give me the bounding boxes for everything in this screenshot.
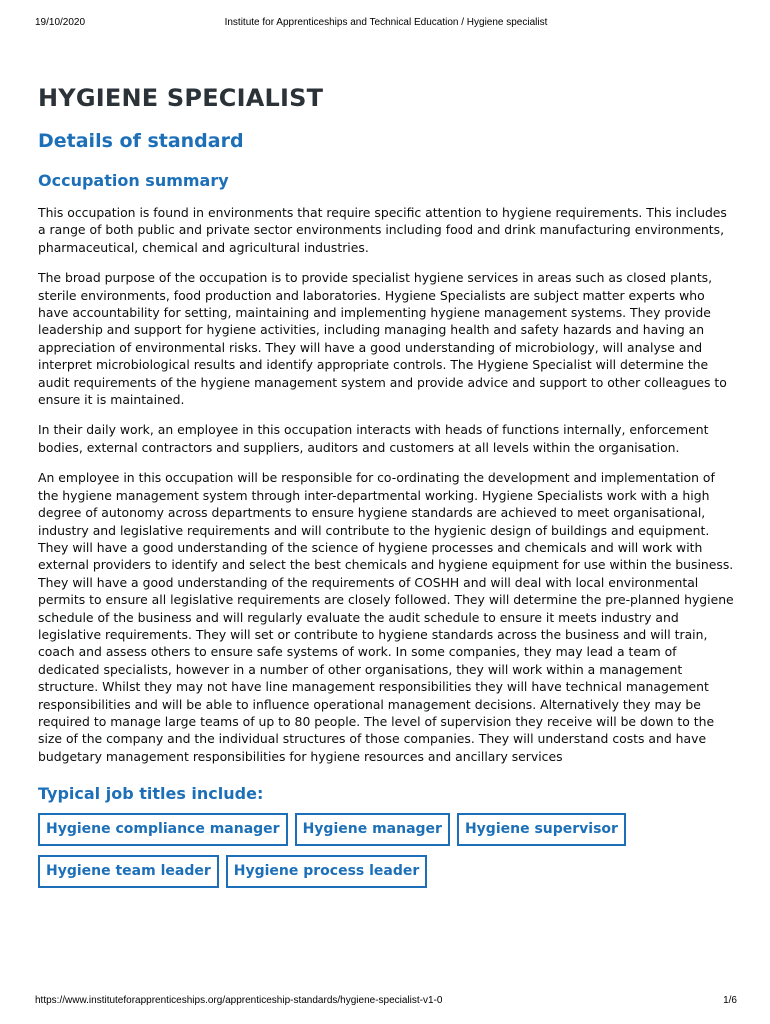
- job-title-tag: Hygiene manager: [295, 813, 450, 846]
- summary-paragraph: The broad purpose of the occupation is to provide specialist hygiene services in areas such as closed plants, sterile environments, food production and laboratories. Hygiene Specialists are subject matter experts who have accountability for setting, maintaining and implementing hygiene management systems. They provide leadership and support for hygiene activities, including managing health and safety hazards and having an appreciation of environmental risks. They will have a good understanding of microbiology, will analyse and interpret microbiological results and identify appropriate controls. The Hygiene Specialist will determine the audit requirements of the hygiene management system and provide advice and support to other colleagues to ensure it is maintained.: [38, 270, 727, 408]
- job-titles-heading: Typical job titles include:: [38, 784, 264, 804]
- summary-paragraph: In their daily work, an employee in this occupation interacts with heads of functions internally, enforcement bodies, external contractors and suppliers, auditors and customers at all levels within the organisation.: [38, 422, 709, 455]
- job-title-tag: Hygiene supervisor: [457, 813, 626, 846]
- main-content: [38, 82, 734, 888]
- section-title: Details of standard: [38, 130, 244, 152]
- job-title-tag-list: [38, 813, 638, 888]
- job-title-tag: Hygiene process leader: [226, 855, 428, 888]
- print-document-title: Institute for Apprenticeships and Technical Education / Hygiene specialist: [224, 17, 548, 28]
- page-title: HYGIENE SPECIALIST: [38, 84, 324, 112]
- print-date: 19/10/2020: [35, 17, 86, 28]
- occupation-summary-heading: Occupation summary: [38, 171, 229, 190]
- print-url: https://www.instituteforapprenticeships.org/apprenticeship-standards/hygiene-specialist-v1-0: [35, 995, 443, 1006]
- page-number: 1/6: [723, 995, 737, 1006]
- summary-paragraph: An employee in this occupation will be responsible for co-ordinating the development and implementation of the hygiene management system through inter-departmental working. Hygiene Specialists work with a high degree of autonomy across departments to ensure hygiene standards are achieved to meet organisational, industry and legislative requirements and will contribute to the hygienic design of buildings and equipment. They will have a good understanding of the science of hygiene processes and chemicals and will work with external providers to identify and select the best chemicals and hygiene equipment for use within the business. They will have a good understanding of the requirements of COSHH and will deal with local environmental permits to ensure all legislative requirements are closely followed. They will determine the pre-planned hygiene schedule of the business and will regularly evaluate the audit schedule to ensure it meets industry and legislative requirements. They will set or contribute to hygiene standards across the business and will train, coach and assess others to ensure safe systems of work. In some companies, they may lead a team of dedicated specialists, however in a number of other organisations, they will work within a management structure. Whilst they may not have line management responsibilities they will have technical management responsibilities and will be able to influence operational management decisions. Alternatively they may be required to manage large teams of up to 80 people. The level of supervision they receive will be down to the size of the company and the individual structures of those companies. They will understand costs and have budgetary management responsibilities for hygiene resources and ancillary services: [38, 470, 734, 764]
- job-title-tag: Hygiene compliance manager: [38, 813, 288, 846]
- job-title-tag: Hygiene team leader: [38, 855, 219, 888]
- summary-paragraph: This occupation is found in environments that require specific attention to hygiene requirements. This includes a range of both public and private sector environments including food and drink manufacturing environments, pharmaceutical, chemical and agricultural industries.: [38, 205, 727, 255]
